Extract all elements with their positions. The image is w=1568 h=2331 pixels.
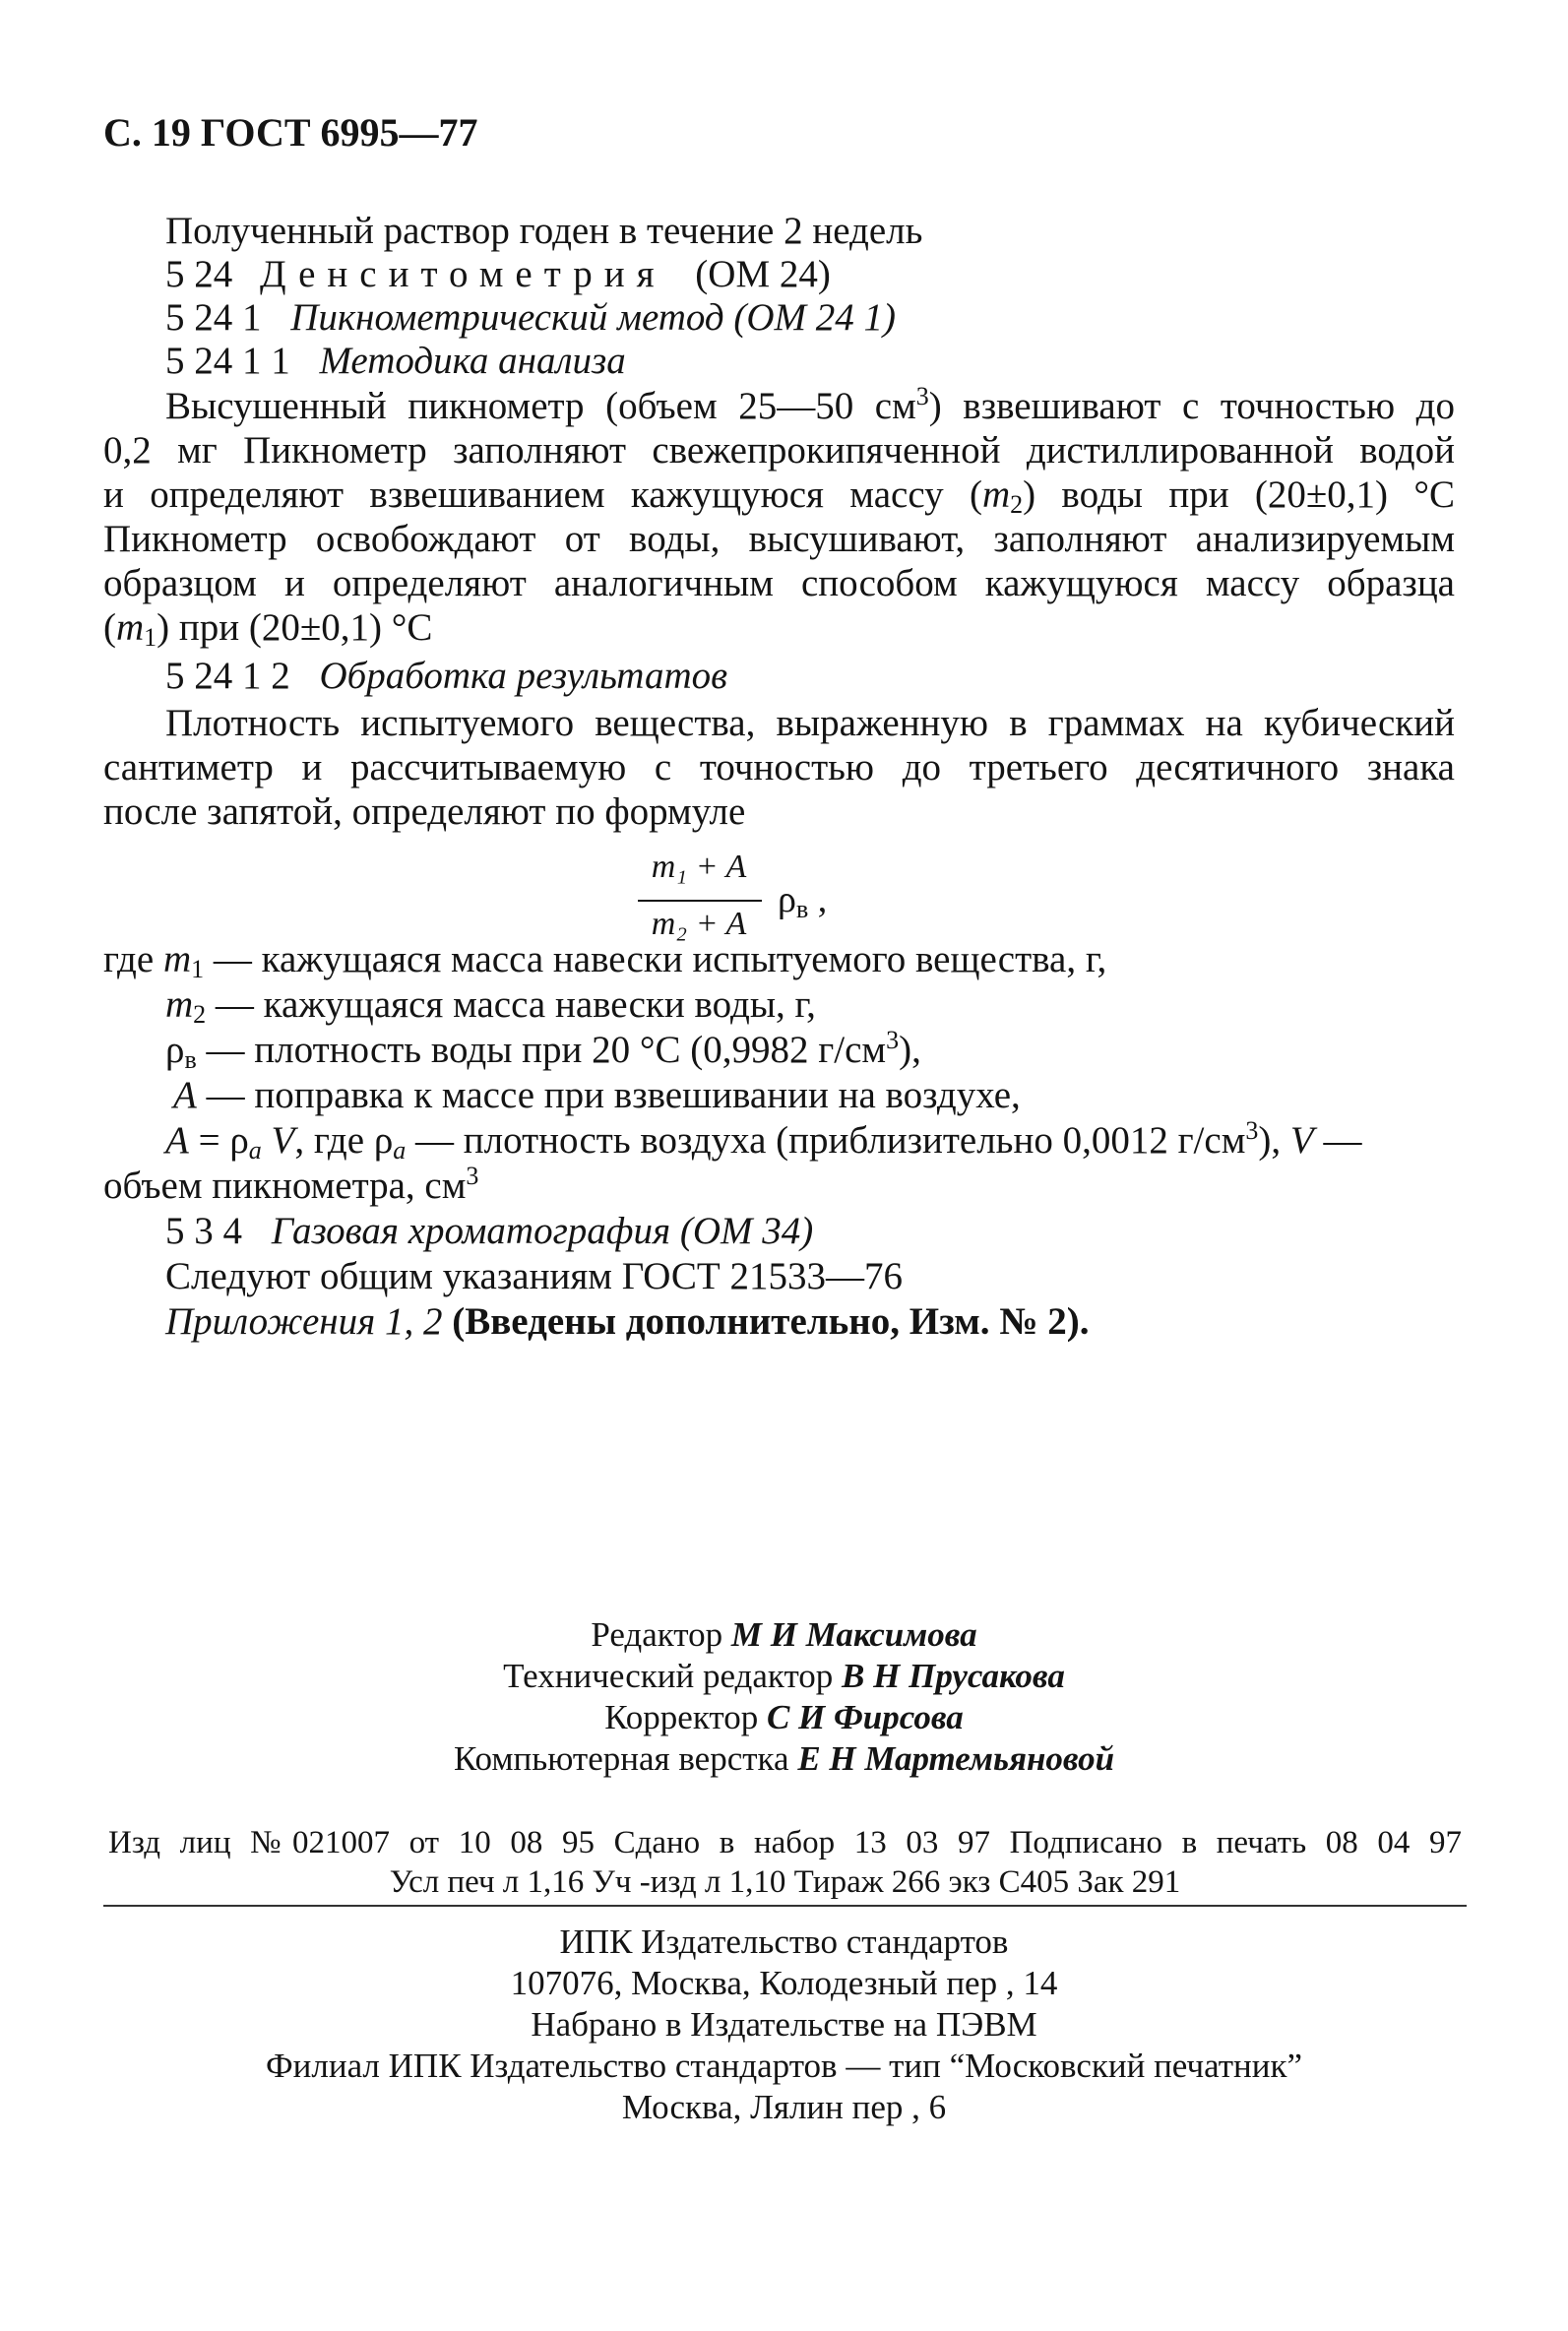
credit-role: Корректор <box>604 1698 767 1736</box>
paragraph-line <box>103 472 1455 518</box>
text-run: ), <box>899 1029 921 1071</box>
divider <box>103 1905 1467 1907</box>
paragraph-line: Полученный раствор годен в течение 2 недель <box>165 210 923 252</box>
formula-density-factor <box>778 878 827 921</box>
section-number: 5 24 1 2 <box>165 655 290 697</box>
publisher-line: Филиал ИПК Издательство стандартов — тип “Московский печатник” <box>266 2047 1302 2085</box>
text-run: — кажущаяся масса навески воды, г, <box>206 983 816 1026</box>
variable: V <box>1281 1119 1314 1162</box>
page-header: С. 19 ГОСТ 6995—77 <box>103 110 478 155</box>
publisher-line: ИПК Издательство стандартов <box>559 1922 1009 1961</box>
superscript: 3 <box>466 1162 479 1190</box>
credit-name: Е Н Мартемьяновой <box>797 1739 1115 1778</box>
text-run: объем пикнометра, см <box>103 1165 467 1207</box>
paragraph-line: Следуют общим указаниям ГОСТ 21533—76 <box>165 1255 903 1297</box>
superscript: 3 <box>886 1026 900 1054</box>
section-title: Обработка результатов <box>319 655 728 697</box>
text-run: и определяют взвешиванием кажущуюся массу ( <box>103 473 982 516</box>
subscript: в <box>184 1045 197 1074</box>
paragraph-line: 0,2 мг Пикнометр заполняют свежепрокипяченной дистиллированной водой <box>103 429 1455 472</box>
text-run: Приложения 1, 2 <box>165 1300 443 1343</box>
variable: A <box>165 1119 189 1162</box>
section-title: Пикнометрический метод (ОМ 24 1) <box>290 296 897 339</box>
credit-role: Технический редактор <box>503 1657 843 1695</box>
imprint-line: Усл печ л 1,16 Уч -изд л 1,10 Тираж 266 экз С405 Зак 291 <box>389 1864 1181 1900</box>
formula-denominator: m₂ + A <box>651 906 747 942</box>
subscript: 2 <box>1010 490 1024 519</box>
variable: m <box>165 983 194 1026</box>
credit-name: В Н Прусакова <box>842 1657 1065 1695</box>
section-heading-5-24-1-1 <box>165 339 626 384</box>
fraction-bar <box>638 900 762 902</box>
credit-editor <box>0 1614 1568 1656</box>
rho-symbol: ρ <box>778 879 796 920</box>
text-run: ) взвешивают с точностью до <box>928 385 1455 427</box>
credit-name: С И Фирсова <box>766 1698 964 1736</box>
text-run: ( <box>103 606 116 649</box>
text-run: — <box>1313 1119 1362 1162</box>
credit-role: Редактор <box>591 1615 731 1654</box>
variable: V <box>261 1119 295 1162</box>
legend-line <box>103 1164 478 1209</box>
legend-line <box>165 1028 921 1073</box>
section-title: Методика анализа <box>319 340 626 382</box>
imprint-line: Изд лиц №021007 от 10 08 95 Сдано в набор 13 03 97 Подписано в печать 08 04 97 <box>108 1825 1462 1860</box>
text-run: — плотность воздуха (приблизительно 0,0012 г/см <box>406 1119 1246 1162</box>
text-run: ) воды при (20±0,1) °С <box>1023 473 1455 516</box>
paragraph-line: Плотность испытуемого вещества, выраженную в граммах на кубический <box>165 702 1455 744</box>
text-run: , <box>808 879 828 920</box>
credit-layout <box>0 1738 1568 1780</box>
paragraph-line <box>103 605 432 651</box>
section-number: 5 24 1 <box>165 296 262 339</box>
text-run: где <box>103 938 163 980</box>
credit-role: Компьютерная верстка <box>453 1739 798 1778</box>
text-run: — поправка к массе при взвешивании на воздухе, <box>196 1074 1021 1116</box>
subscript: a <box>248 1136 262 1165</box>
legend-line <box>173 1073 1021 1118</box>
superscript: 3 <box>1245 1116 1259 1145</box>
publisher-line: Москва, Лялин пер , 6 <box>621 2088 947 2126</box>
formula-numerator: m₁ + A <box>651 849 747 885</box>
legend-line <box>165 1118 1361 1164</box>
variable: A <box>173 1074 197 1116</box>
credit-name: М И Максимова <box>730 1615 977 1654</box>
section-number: 5 24 1 1 <box>165 340 290 382</box>
subscript: 1 <box>144 623 157 652</box>
rho-symbol: ρ <box>165 1029 185 1071</box>
subscript: в <box>795 895 809 923</box>
text-run: (Введены дополнительно, Изм. № 2). <box>442 1300 1090 1343</box>
text-run: Высушенный пикнометр (объем 25—50 см <box>165 385 916 427</box>
text-run: = ρ <box>188 1119 249 1162</box>
text-run: , где ρ <box>294 1119 394 1162</box>
paragraph-line: сантиметр и рассчитываемую с точностью до третьего десятичного знака <box>103 746 1455 788</box>
subscript: 2 <box>193 1000 207 1029</box>
section-number: 5 3 4 <box>165 1210 242 1252</box>
text-run: ), <box>1258 1119 1282 1162</box>
subscript: a <box>393 1136 407 1165</box>
text-run: — плотность воды при 20 °С (0,9982 г/см <box>196 1029 887 1071</box>
variable: m <box>981 473 1011 516</box>
legend-line <box>165 982 816 1028</box>
paragraph-line <box>165 384 1455 429</box>
publisher-line: Набрано в Издательстве на ПЭВМ <box>531 2005 1037 2044</box>
subscript: 1 <box>191 955 205 983</box>
section-title: Денситометрия <box>260 253 666 295</box>
legend-line <box>103 937 1106 982</box>
text-run: — кажущаяся масса навески испытуемого вещества, г, <box>204 938 1107 980</box>
credit-tech-editor <box>0 1656 1568 1697</box>
superscript: 3 <box>915 382 929 410</box>
variable: m <box>162 938 192 980</box>
credit-corrector <box>0 1697 1568 1738</box>
text-run: ) при (20±0,1) °С <box>157 606 433 649</box>
paragraph-line: образцом и определяют аналогичным способом кажущуюся массу образца <box>103 562 1455 604</box>
paragraph-line: после запятой, определяют по формуле <box>103 790 746 833</box>
paragraph-line: Пикнометр освобождают от воды, высушивают, заполняют анализируемым <box>103 518 1455 560</box>
section-heading-5-24-1-2 <box>165 654 727 699</box>
section-heading-5-3-4 <box>165 1209 813 1254</box>
section-heading-5-24-1 <box>165 295 896 341</box>
section-title: Газовая хроматография (ОМ 34) <box>271 1210 814 1252</box>
annex-note <box>165 1299 1089 1345</box>
section-heading-5-24 <box>165 252 831 297</box>
section-ref: (ОМ 24) <box>695 253 831 295</box>
publisher-line: 107076, Москва, Колодезный пер , 14 <box>510 1964 1058 2002</box>
variable: m <box>116 606 145 649</box>
section-number: 5 24 <box>165 253 233 295</box>
